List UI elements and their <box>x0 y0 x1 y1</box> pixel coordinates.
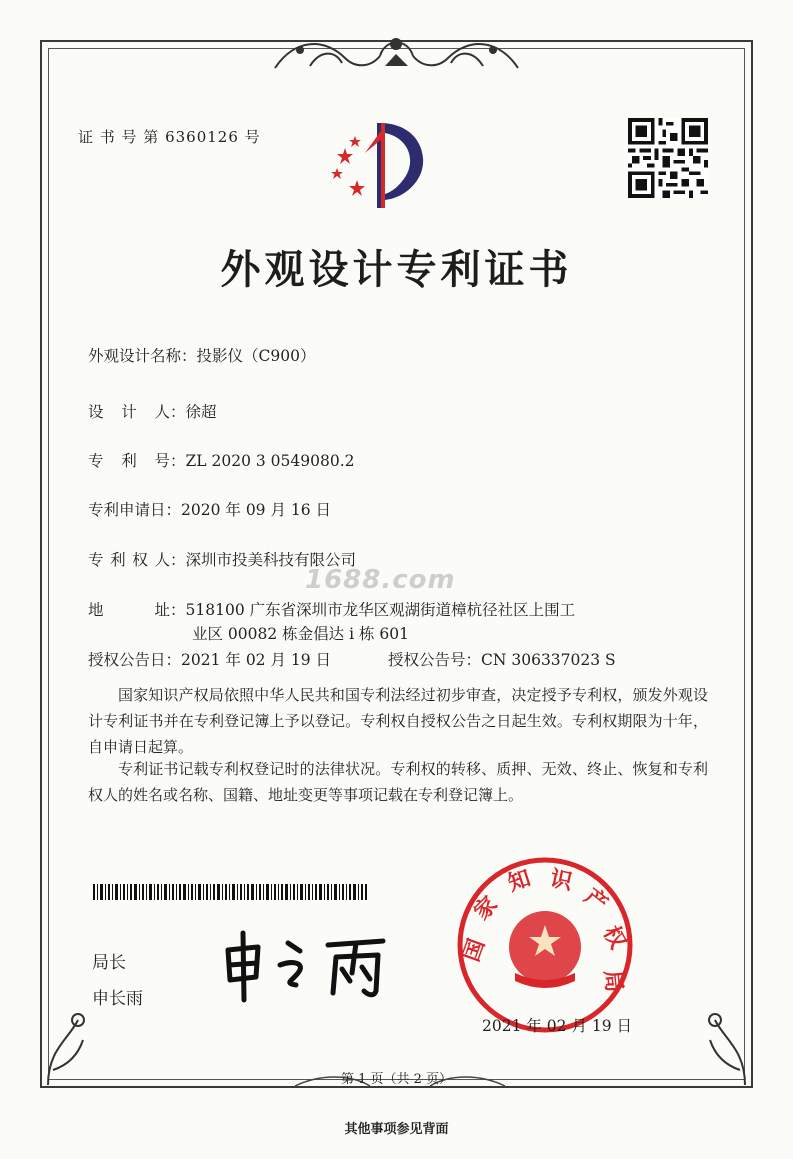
svg-text:识: 识 <box>547 866 575 896</box>
patentee-row: 专 利 权 人 ：深圳市投美科技有限公司 <box>88 548 356 570</box>
design-name-label: 外观设计名称： <box>88 347 197 365</box>
designer-value: 徐超 <box>185 403 217 421</box>
director-title: 局长 <box>92 953 126 973</box>
director-signature <box>218 925 398 1005</box>
qr-code-icon <box>628 118 708 198</box>
address-line1: 518100 广东省深圳市龙华区观湖街道樟杭径社区上围工 <box>185 601 576 619</box>
patentee-value: 深圳市投美科技有限公司 <box>185 551 357 569</box>
design-name-row <box>88 344 315 366</box>
legal-paragraph-1: 国家知识产权局依照中华人民共和国专利法经过初步审查，决定授予专利权，颁发外观设计专利证书并在专利登记簿上予以登记。专利权自授权公告之日起生效。专利权期限为十年，自申请日起算。 <box>88 686 708 756</box>
patentee-label: 专 利 权 人 <box>88 551 170 569</box>
designer-label: 设 计 人 <box>88 403 170 421</box>
barcode-icon <box>93 884 368 900</box>
certificate-title: 外观设计专利证书 <box>220 246 573 293</box>
grant-number-label: 授权公告号： <box>388 651 482 669</box>
page-number: 第 1 页（共 2 页） <box>340 1072 453 1087</box>
svg-text:权: 权 <box>597 922 631 954</box>
grant-date-label: 授权公告日： <box>88 651 182 669</box>
svg-text:国: 国 <box>459 935 491 966</box>
legal-paragraph-2: 专利证书记载专利权登记时的法律状况。专利权的转移、质押、无效、终止、恢复和专利权人的姓名或名称、国籍、地址变更等事项记载在专利登记簿上。 <box>88 760 708 804</box>
svg-text:局: 局 <box>599 969 627 994</box>
seal-date: 2021 年 02 月 19 日 <box>482 1017 633 1035</box>
address-line2: 业区 00082 栋金倡达 i 栋 601 <box>192 625 409 643</box>
designer-row: 设 计 人 ：徐超 <box>88 400 217 422</box>
filing-date-row <box>88 498 331 520</box>
svg-text:家: 家 <box>469 891 503 926</box>
patent-number-value: ZL 2020 3 0549080.2 <box>185 452 355 470</box>
patent-number-row: 专 利 号 ：ZL 2020 3 0549080.2 <box>88 449 355 471</box>
watermark: 1688.com <box>305 565 456 595</box>
filing-date-label: 专利申请日： <box>88 501 182 519</box>
design-name-value: 投影仪（C900） <box>196 347 316 365</box>
patent-number-label: 专 利 号 <box>88 452 170 470</box>
grant-number-row <box>388 648 616 670</box>
official-seal-icon <box>455 855 635 1035</box>
grant-date-row <box>88 648 331 670</box>
address-label: 地 址 <box>88 601 170 619</box>
cnipa-logo-icon <box>325 108 435 213</box>
back-note: 其他事项参见背面 <box>344 1122 449 1137</box>
certificate-number: 证 书 号 第 6360126 号 <box>78 128 261 146</box>
address-row: 地 址 ：518100 广东省深圳市龙华区观湖街道樟杭径社区上围工 <box>88 598 575 620</box>
top-ornament <box>270 28 523 78</box>
svg-text:知: 知 <box>505 866 534 897</box>
grant-number-value: CN 306337023 S <box>481 651 616 669</box>
svg-text:产: 产 <box>579 884 613 918</box>
director-name: 申长雨 <box>92 989 143 1009</box>
filing-date-value: 2020 年 09 月 16 日 <box>181 501 332 519</box>
grant-date-value: 2021 年 02 月 19 日 <box>181 651 332 669</box>
